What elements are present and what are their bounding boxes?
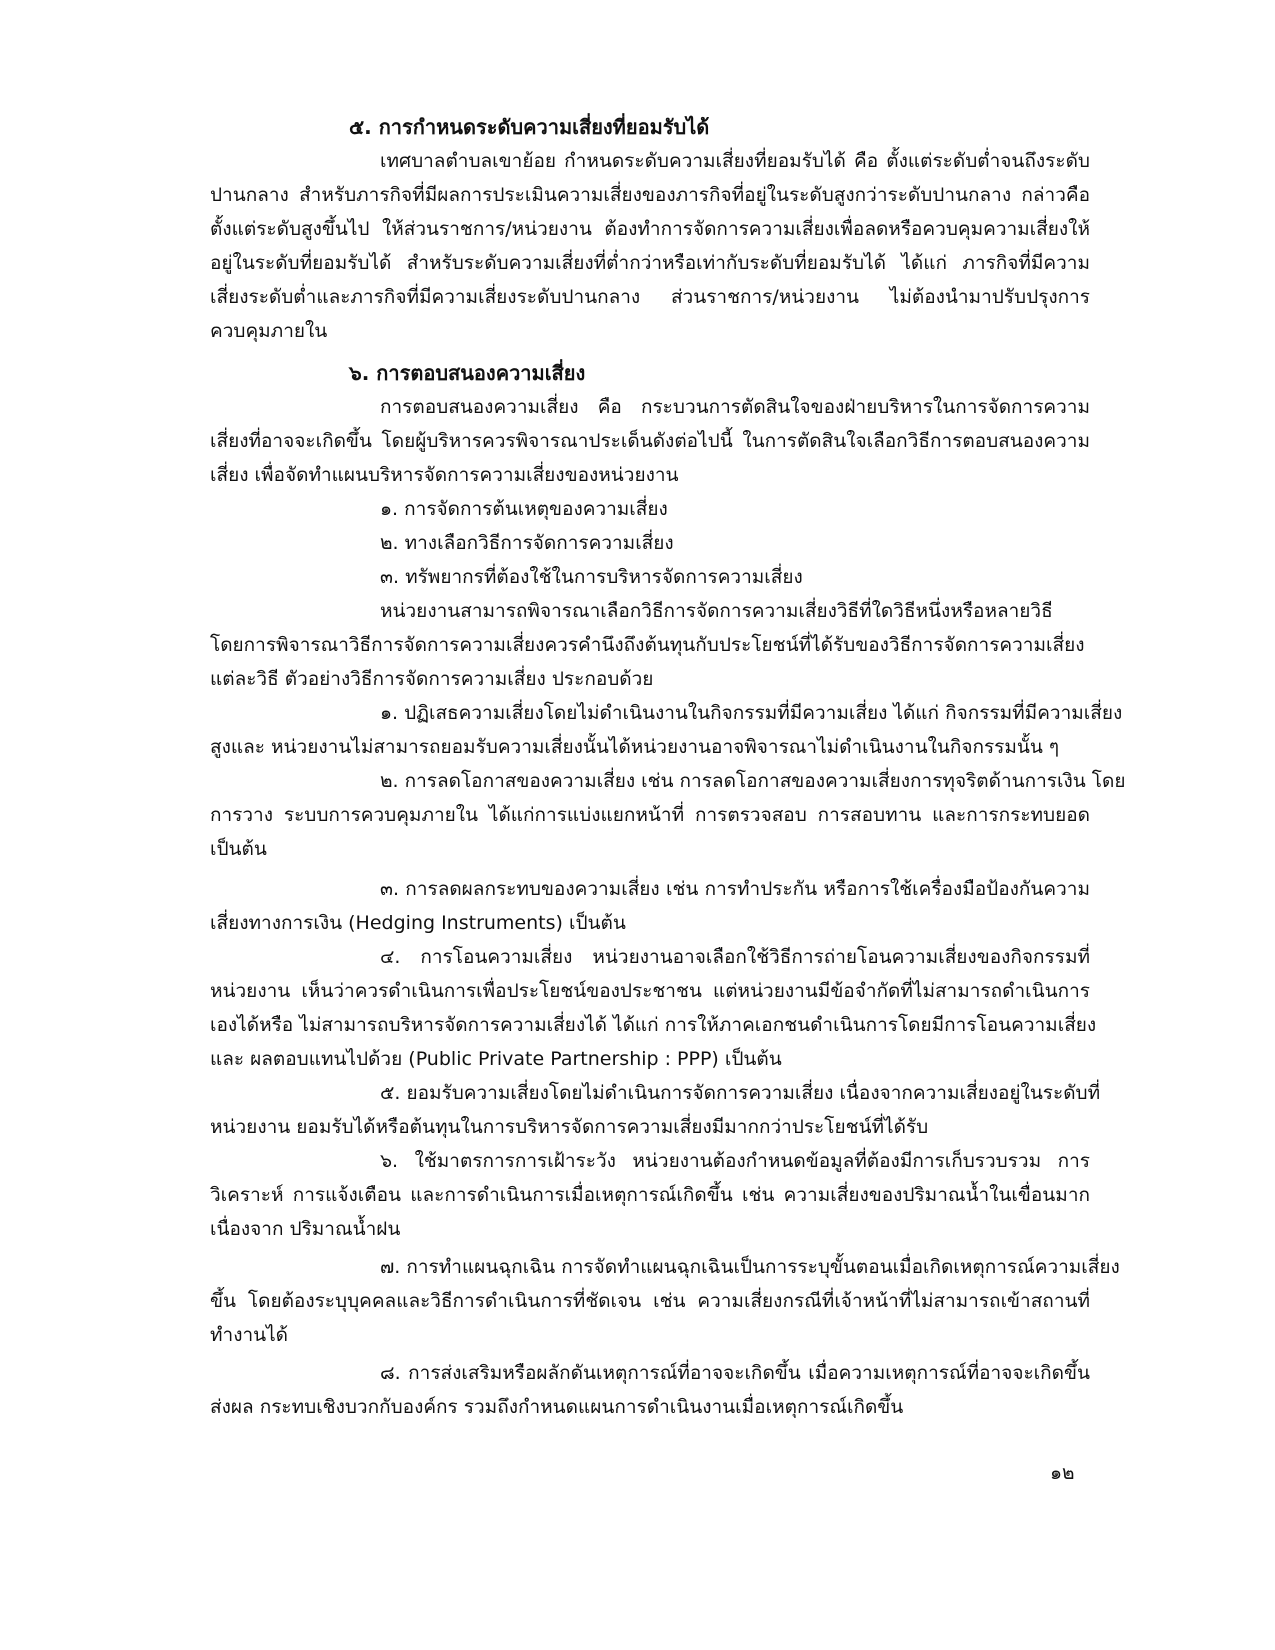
paragraph-line: เสี่ยง เพื่อจัดทำแผนบริหารจัดการความเสี่ยงของหน่วยงาน — [210, 464, 679, 486]
paragraph-line: เสี่ยงระดับต่ำและภารกิจที่มีความเสี่ยงระดับปานกลาง ส่วนราชการ/หน่วยงาน ไม่ต้องนำมาปรับปรุงการ — [210, 286, 1090, 308]
paragraph-line: หน่วยงาน ยอมรับได้หรือต้นทุนในการบริหารจัดการความเสี่ยงมีมากกว่าประโยชน์ที่ได้รับ — [210, 1116, 929, 1138]
list-item: ๗. การทำแผนฉุกเฉิน การจัดทำแผนฉุกเฉินเป็นการระบุขั้นตอนเมื่อเกิดเหตุการณ์ความเสี่ยง — [380, 1256, 1120, 1278]
paragraph-line: การตอบสนองความเสี่ยง คือ กระบวนการตัดสินใจของฝ่ายบริหารในการจัดการความ — [380, 396, 1090, 418]
paragraph-line: ควบคุมภายใน — [210, 320, 328, 342]
section-heading-5: ๕. การกำหนดระดับความเสี่ยงที่ยอมรับได้ — [349, 115, 710, 139]
paragraph-line: หน่วยงาน เห็นว่าควรดำเนินการเพื่อประโยชน์ของประชาชน แต่หน่วยงานมีข้อจำกัดที่ไม่สามารถดำเนินการ — [210, 980, 1090, 1002]
paragraph-line: และ ผลตอบแทนไปด้วย (Public Private Partnership : PPP) เป็นต้น — [210, 1048, 782, 1070]
paragraph-line: โดยการพิจารณาวิธีการจัดการความเสี่ยงควรคำนึงถึงต้นทุนกับประโยชน์ที่ได้รับของวิธีการจัดการความเสี่ยง — [210, 634, 1085, 656]
paragraph-line: เสี่ยงทางการเงิน (Hedging Instruments) เป็นต้น — [210, 912, 626, 934]
list-item: ๓. ทรัพยากรที่ต้องใช้ในการบริหารจัดการความเสี่ยง — [380, 566, 803, 588]
list-item: ๕. ยอมรับความเสี่ยงโดยไม่ดำเนินการจัดการความเสี่ยง เนื่องจากความเสี่ยงอยู่ในระดับที่ — [380, 1082, 1101, 1104]
paragraph-line: เองได้หรือ ไม่สามารถบริหารจัดการความเสี่ยงได้ ได้แก่ การให้ภาคเอกชนดำเนินการโดยมีการโอนความเสี่ยง — [210, 1014, 1097, 1036]
paragraph-line: ปานกลาง สำหรับภารกิจที่มีผลการประเมินความเสี่ยงของภารกิจที่อยู่ในระดับสูงกว่าระดับปานกลาง กล่าวคือ — [210, 184, 1090, 206]
paragraph-line: แต่ละวิธี ตัวอย่างวิธีการจัดการความเสี่ยง ประกอบด้วย — [210, 668, 654, 690]
list-item: ๖. ใช้มาตรการการเฝ้าระวัง หน่วยงานต้องกำหนดข้อมูลที่ต้องมีการเก็บรวบรวม การ — [380, 1150, 1090, 1172]
list-item: ๘. การส่งเสริมหรือผลักดันเหตุการณ์ที่อาจจะเกิดขึ้น เมื่อความเหตุการณ์ที่อาจจะเกิดขึ้น — [380, 1362, 1090, 1384]
page-number: ๑๒ — [1050, 1462, 1075, 1484]
paragraph-line: การวาง ระบบการควบคุมภายใน ได้แก่การแบ่งแยกหน้าที่ การตรวจสอบ การสอบทาน และการกระทบยอด — [210, 804, 1090, 826]
paragraph-line: ทำงานได้ — [210, 1324, 289, 1346]
paragraph-line: วิเคราะห์ การแจ้งเตือน และการดำเนินการเมื่อเหตุการณ์เกิดขึ้น เช่น ความเสี่ยงของปริมาณน้ำในเขื่อนมาก — [210, 1184, 1090, 1206]
paragraph-line: เสี่ยงที่อาจจะเกิดขึ้น โดยผู้บริหารควรพิจารณาประเด็นดังต่อไปนี้ ในการตัดสินใจเลือกวิธีการตอบสนองความ — [210, 430, 1090, 452]
list-item: ๑. การจัดการต้นเหตุของความเสี่ยง — [380, 498, 668, 520]
paragraph-line: เป็นต้น — [210, 838, 267, 860]
paragraph-line: ส่งผล กระทบเชิงบวกกับองค์กร รวมถึงกำหนดแผนการดำเนินงานเมื่อเหตุการณ์เกิดขึ้น — [210, 1396, 904, 1418]
paragraph-line: เทศบาลตำบลเขาย้อย กำหนดระดับความเสี่ยงที่ยอมรับได้ คือ ตั้งแต่ระดับต่ำจนถึงระดับ — [380, 150, 1090, 172]
list-item: ๒. การลดโอกาสของความเสี่ยง เช่น การลดโอกาสของความเสี่ยงการทุจริตด้านการเงิน โดย — [380, 770, 1126, 792]
paragraph-line: อยู่ในระดับที่ยอมรับได้ สำหรับระดับความเสี่ยงที่ต่ำกว่าหรือเท่ากับระดับที่ยอมรับได้ ได้แก่ ภารกิจที่มีความ — [210, 252, 1090, 274]
list-item: ๔. การโอนความเสี่ยง หน่วยงานอาจเลือกใช้วิธีการถ่ายโอนความเสี่ยงของกิจกรรมที่ — [380, 946, 1090, 968]
list-item: ๒. ทางเลือกวิธีการจัดการความเสี่ยง — [380, 532, 674, 554]
paragraph-line: เนื่องจาก ปริมาณน้ำฝน — [210, 1218, 401, 1240]
section-heading-6: ๖. การตอบสนองความเสี่ยง — [349, 361, 586, 385]
paragraph-line: ตั้งแต่ระดับสูงขึ้นไป ให้ส่วนราชการ/หน่วยงาน ต้องทำการจัดการความเสี่ยงเพื่อลดหรือควบคุมความเสี่ยงให้ — [210, 218, 1090, 240]
list-item: ๓. การลดผลกระทบของความเสี่ยง เช่น การทำประกัน หรือการใช้เครื่องมือป้องกันความ — [380, 878, 1090, 900]
paragraph-line: สูงและ หน่วยงานไม่สามารถยอมรับความเสี่ยงนั้นได้หน่วยงานอาจพิจารณาไม่ดำเนินงานในกิจกรรมนั้น ๆ — [210, 736, 1060, 758]
paragraph-line: ขึ้น โดยต้องระบุบุคคลและวิธีการดำเนินการที่ชัดเจน เช่น ความเสี่ยงกรณีที่เจ้าหน้าที่ไม่สามารถเข้าสถานที่ — [210, 1290, 1090, 1312]
list-item: ๑. ปฏิเสธความเสี่ยงโดยไม่ดำเนินงานในกิจกรรมที่มีความเสี่ยง ได้แก่ กิจกรรมที่มีความเสี่ยง — [380, 702, 1123, 724]
paragraph-line: หน่วยงานสามารถพิจารณาเลือกวิธีการจัดการความเสี่ยงวิธีที่ใดวิธีหนึ่งหรือหลายวิธี — [380, 600, 1053, 622]
